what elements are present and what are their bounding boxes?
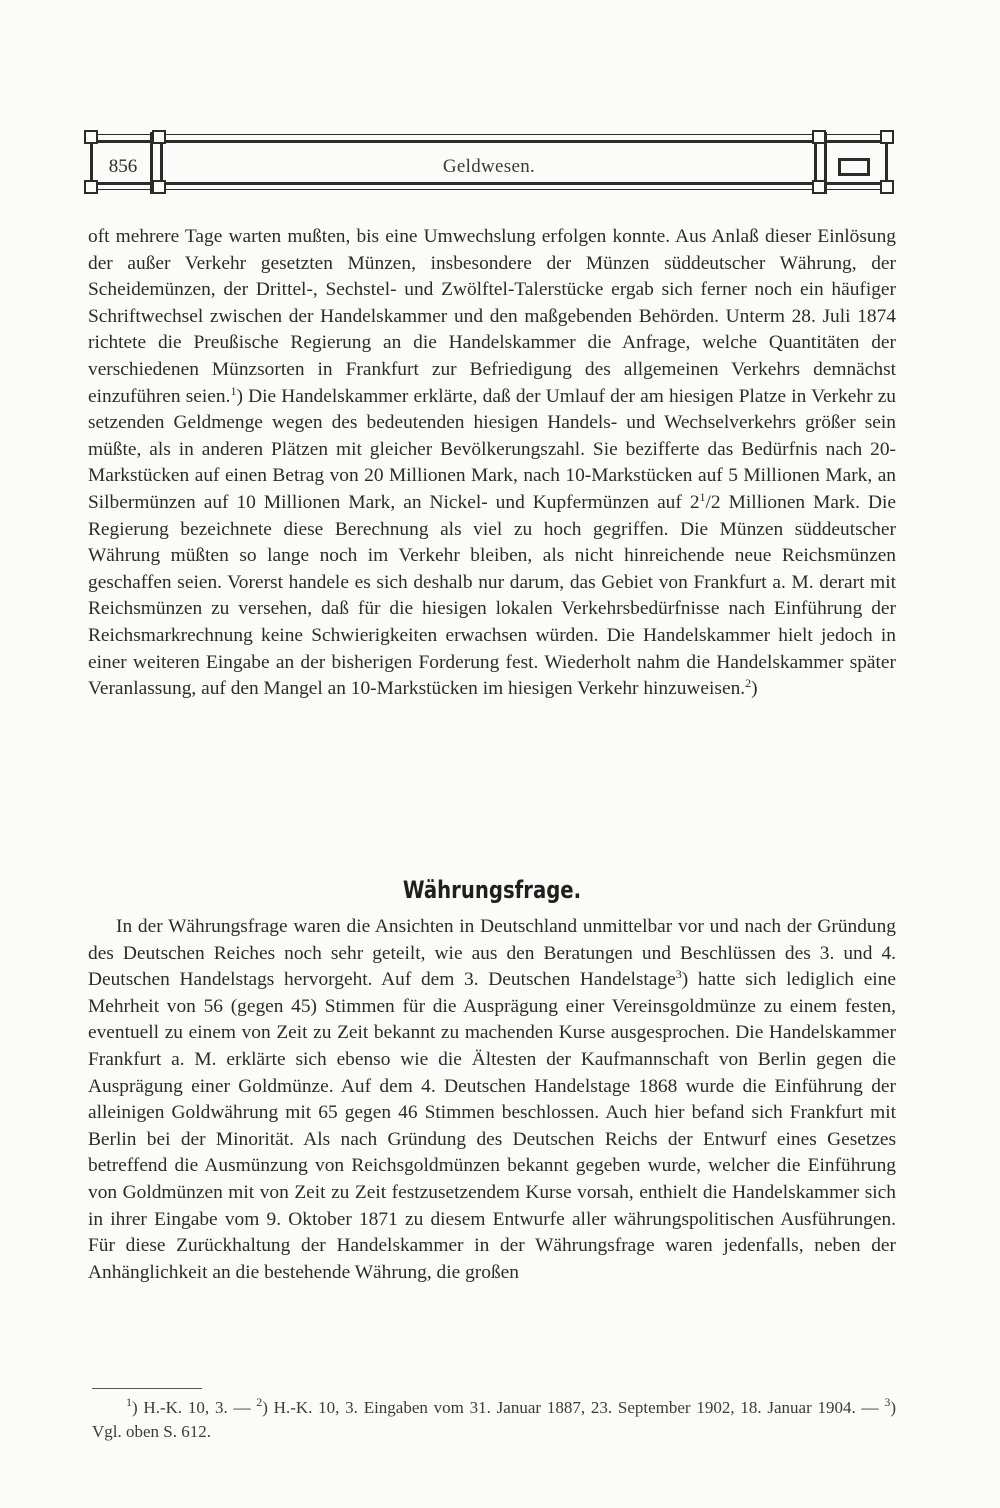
header-corner-ornament	[812, 130, 826, 144]
running-title: Geldwesen.	[442, 156, 536, 177]
footnote-mark: 1	[126, 1395, 132, 1409]
box-ornament-icon	[838, 158, 870, 176]
text-run: ) H.-K. 10, 3. Eingaben vom 31. Januar 1887, 23. September 1902, 18. Januar 1904. —	[262, 1398, 885, 1417]
fraction-numerator: 1	[699, 489, 706, 504]
header-corner-ornament	[84, 130, 98, 144]
header-rule-top	[86, 140, 892, 143]
text-run: ) hatte sich lediglich eine Mehrheit von 56 (gegen 45) Stimmen für die Ausprägung einer Vereinsgoldmünze zu einem festen, eventuell zu einem von Zeit zu Zeit bekannt zu machenden Kurse ausgesprochen. Die Handelskammer Frankfurt a. M. erklärte sich ebenso wie die Ältesten der Kaufmannschaft von Berlin gegen die Ausprägung einer Goldmünze. Auf dem 4. Deutschen Handelstage 1868 wurde die Einführung der alleinigen Goldwährung mit 65 gegen 46 Stimmen beschlossen. Auch hier befand sich Frankfurt mit Berlin bei der Minorität. Als nach Gründung des Deutschen Reichs der Entwurf eines Gesetzes betreffend die Ausmünzung von Reichsgoldmünzen bekannt gegeben wurde, welcher die Einführung von Goldmünzen mit von Zeit zu Zeit festzusetzendem Kurse vorsah, enthielt die Handelskammer sich in ihrer Eingabe vom 9. Oktober 1871 zu diesem Entwurfe aller währungspolitischen Ausführungen. Für diese Zurückhaltung der Handelskammer in der Währungsfrage waren jedenfalls, neben der Anhänglichkeit an die bestehende Währung, die großen	[88, 969, 896, 1283]
section-heading: Währungsfrage.	[402, 876, 582, 904]
header-corner-ornament	[152, 130, 166, 144]
text-run: oft mehrere Tage warten mußten, bis eine Umwechslung erfolgen konnte. Aus Anlaß dieser Einlösung der außer Verkehr gesetzten Münzen, insbesondere der Münzen süddeutscher Währung, der Scheidemünzen, der Drittel-, Sechstel- und Zwölftel-Talerstücke ergab sich ferner noch ein häufiger Schriftwechsel zwischen der Handelskammer und den maßgebenden Behörden. Unterm 28. Juli 1874 richtete die Preußische Regierung an die Handelskammer die Anfrage, welche Quantitäten der verschiedenen Münzsorten in Frankfurt zur Befriedigung des allgemeinen Verkehrs demnächst einzuführen seien.	[88, 226, 896, 407]
paragraph-text	[88, 914, 896, 1286]
text-run: ) Die Handelskammer erklärte, daß der Umlauf der am hiesigen Platze in Verkehr zu setzenden Geldmenge wegen des bedeutenden hiesigen Handels- und Wechselverkehrs größer sein müßte, als in anderen Plätzen mit gleicher Bevölkerungszahl. Sie bezifferte das Bedürfnis nach 20-Markstücken auf einen Betrag von 20 Millionen Mark, nach 10-Markstücken auf 5 Millionen Mark, an Silbermünzen auf 10 Millionen Mark, an Nickel- und Kupfermünzen auf 2	[88, 385, 896, 513]
footnote-mark: 2	[256, 1395, 263, 1409]
footnote-ref: 2	[745, 676, 752, 691]
footnote-divider	[92, 1388, 202, 1389]
header-rule-bottom	[86, 182, 892, 185]
footnote-text	[92, 1396, 896, 1444]
text-run: ) Vgl. oben S. 612.	[92, 1398, 896, 1441]
header-rule-top-thin	[86, 134, 892, 135]
text-run: ) H.-K. 10, 3. —	[132, 1398, 257, 1417]
header-corner-ornament	[880, 130, 894, 144]
text-run: /2 Millionen Mark. Die Regierung bezeichnete diese Berechnung als viel zu hoch gegriffen. Die Münzen süddeutscher Währung müßten so lange noch im Verkehr bleiben, als nicht hinreichende neue Reichsmünzen geschaffen seien. Vorerst handele es sich deshalb nur darum, das Gebiet von Frankfurt a. M. derart mit Reichsmünzen zu versehen, daß für die hiesigen lokalen Verkehrsbedürfnisse nach Einführung der Reichsmarkrechnung keine Schwierigkeiten erwachsen würden. Die Handelskammer hielt jedoch in einer weiteren Eingabe an der bisherigen Forderung fest. Wiederholt nahm die Handelskammer später Veranlassung, auf den Mangel an 10-Markstücken im hiesigen Verkehr hinzuweisen.	[88, 491, 896, 700]
page-number: 856	[108, 156, 138, 177]
header-rule-bottom-thin	[86, 189, 892, 190]
header-corner-ornament	[84, 180, 98, 194]
text-run: )	[751, 678, 758, 700]
paragraph-coin-exchange	[88, 224, 896, 703]
footnote-mark: 3	[884, 1395, 891, 1409]
running-header	[86, 132, 892, 194]
paragraph-text	[88, 224, 896, 703]
header-corner-ornament	[812, 180, 826, 194]
header-corner-ornament	[880, 180, 894, 194]
footnote-ref: 3	[675, 967, 682, 982]
header-corner-ornament	[152, 180, 166, 194]
footnotes	[92, 1396, 896, 1444]
paragraph-currency-question	[88, 914, 896, 1286]
footnote-ref: 1	[230, 383, 237, 398]
text-run: In der Währungsfrage waren die Ansichten in Deutschland unmittelbar vor und nach der Gründung des Deutschen Reiches noch sehr geteilt, wie aus den Beratungen und Beschlüssen des 3. und 4. Deutschen Handelstags hervorgeht. Auf dem 3. Deutschen Handelstage	[88, 916, 896, 991]
